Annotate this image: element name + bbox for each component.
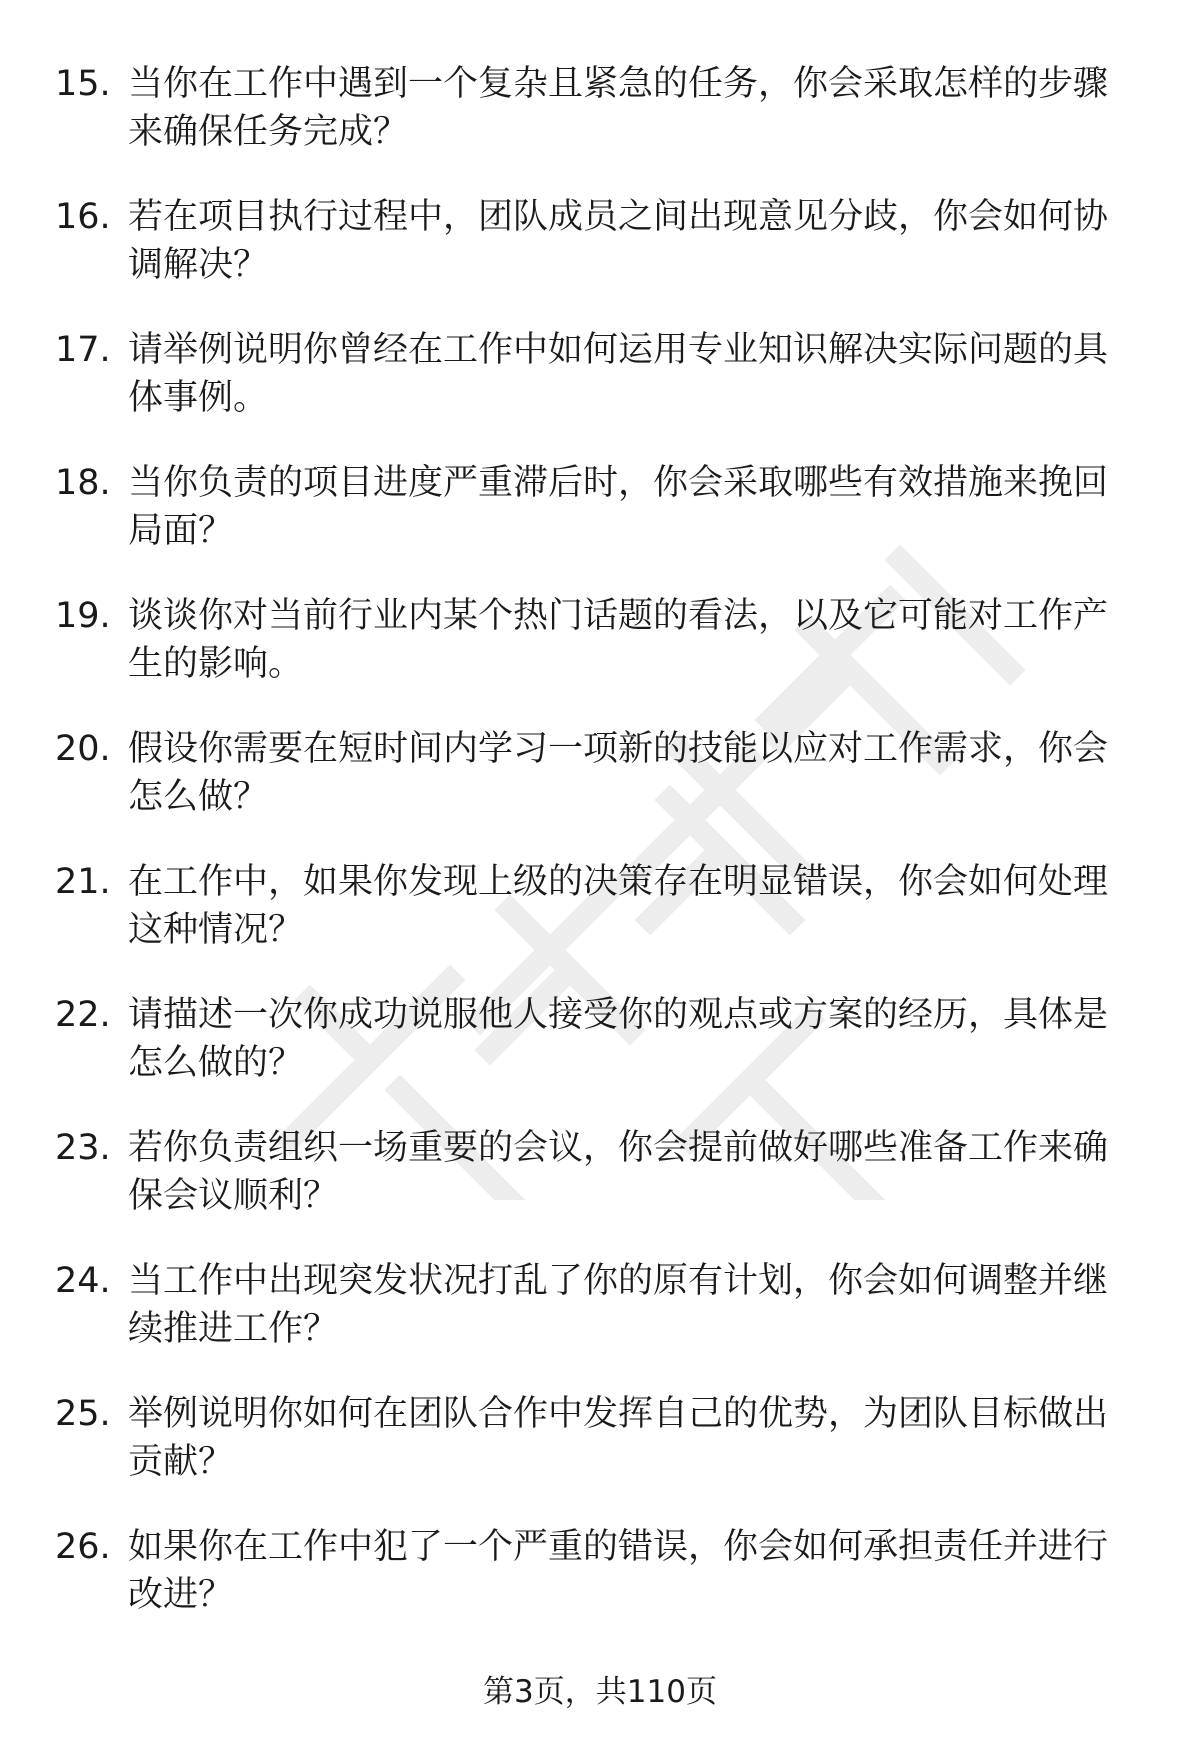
list-item bbox=[0, 1257, 1200, 1390]
question-text: 若在项目执行过程中，团队成员之间出现意见分歧，你会如何协调解决？ bbox=[128, 197, 1109, 285]
question-text: 假设你需要在短时间内学习一项新的技能以应对工作需求，你会怎么做？ bbox=[128, 729, 1109, 817]
question-text: 在工作中，如果你发现上级的决策存在明显错误，你会如何处理这种情况？ bbox=[128, 862, 1109, 950]
list-item bbox=[0, 725, 1200, 858]
question-number: 25. bbox=[55, 1394, 111, 1434]
question-text: 当你在工作中遇到一个复杂且紧急的任务，你会采取怎样的步骤来确保任务完成？ bbox=[128, 64, 1109, 152]
question-list bbox=[0, 60, 1200, 1656]
list-item bbox=[0, 592, 1200, 725]
question-text: 请描述一次你成功说服他人接受你的观点或方案的经历，具体是怎么做的？ bbox=[128, 995, 1109, 1083]
question-number: 24. bbox=[55, 1261, 111, 1301]
list-item bbox=[0, 326, 1200, 459]
question-number: 21. bbox=[55, 862, 111, 902]
question-number: 20. bbox=[55, 729, 111, 769]
question-number: 15. bbox=[55, 64, 111, 104]
list-item bbox=[0, 858, 1200, 991]
question-number: 23. bbox=[55, 1128, 111, 1168]
question-text: 请举例说明你曾经在工作中如何运用专业知识解决实际问题的具体事例。 bbox=[128, 330, 1109, 418]
question-text: 当工作中出现突发状况打乱了你的原有计划，你会如何调整并继续推进工作？ bbox=[128, 1261, 1109, 1349]
page-footer: 第3页，共110页 bbox=[483, 1674, 717, 1710]
question-number: 22. bbox=[55, 995, 111, 1035]
question-text: 如果你在工作中犯了一个严重的错误，你会如何承担责任并进行改进？ bbox=[128, 1527, 1109, 1615]
list-item bbox=[0, 60, 1200, 193]
list-item bbox=[0, 1124, 1200, 1257]
question-number: 18. bbox=[55, 463, 111, 503]
list-item bbox=[0, 1523, 1200, 1656]
question-text: 举例说明你如何在团队合作中发挥自己的优势，为团队目标做出贡献？ bbox=[128, 1394, 1109, 1482]
question-number: 17. bbox=[55, 330, 111, 370]
list-item bbox=[0, 1390, 1200, 1523]
question-text: 谈谈你对当前行业内某个热门话题的看法，以及它可能对工作产生的影响。 bbox=[128, 596, 1109, 684]
list-item bbox=[0, 193, 1200, 326]
question-text: 当你负责的项目进度严重滞后时，你会采取哪些有效措施来挽回局面？ bbox=[128, 463, 1109, 551]
question-number: 19. bbox=[55, 596, 111, 636]
list-item bbox=[0, 459, 1200, 592]
list-item bbox=[0, 991, 1200, 1124]
question-number: 26. bbox=[55, 1527, 111, 1567]
question-text: 若你负责组织一场重要的会议，你会提前做好哪些准备工作来确保会议顺利？ bbox=[128, 1128, 1109, 1216]
question-number: 16. bbox=[55, 197, 111, 237]
